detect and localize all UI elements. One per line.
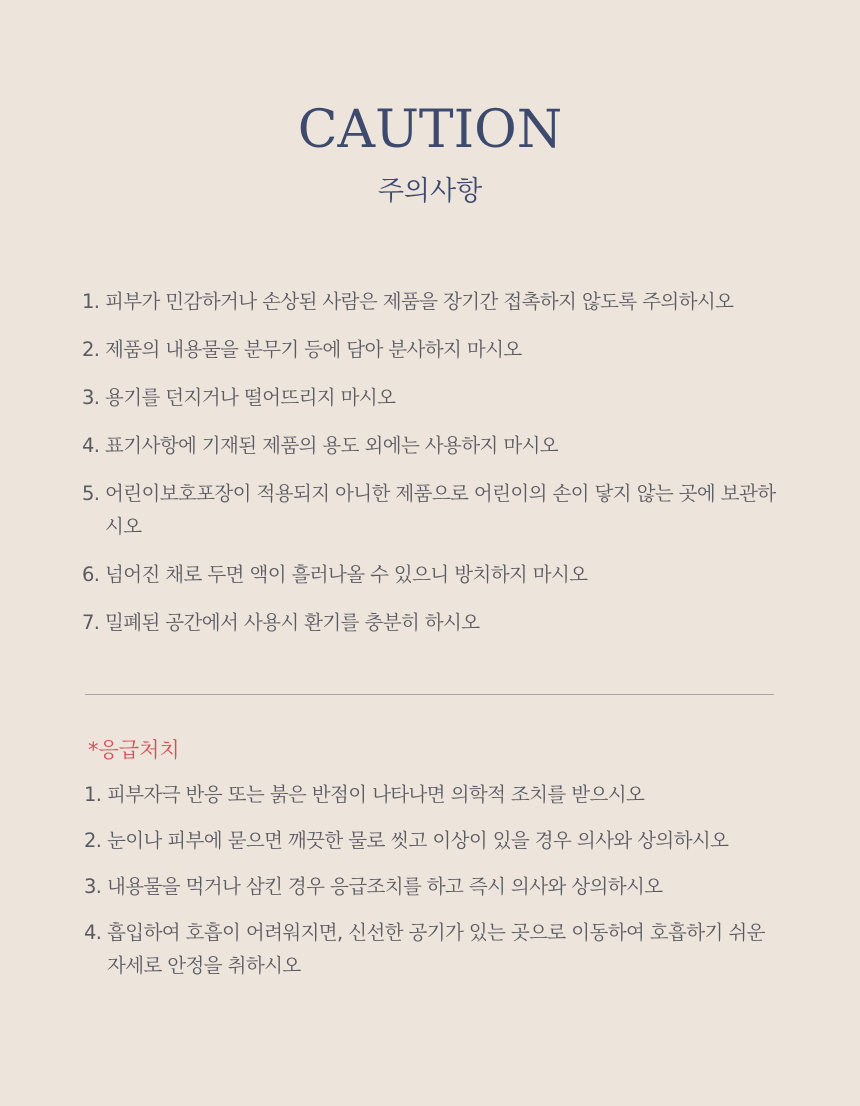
list-item bbox=[82, 381, 782, 414]
list-item bbox=[82, 333, 782, 366]
page-subtitle: 주의사항 bbox=[377, 176, 483, 207]
first-aid-list bbox=[84, 778, 784, 995]
list-item bbox=[82, 477, 782, 543]
item-text: 피부가 민감하거나 손상된 사람은 제품을 장기간 접촉하지 않도록 주의하시오 bbox=[105, 290, 734, 313]
item-text: 넘어진 채로 두면 액이 흘러나올 수 있으니 방치하지 마시오 bbox=[105, 563, 588, 586]
section-divider bbox=[85, 694, 774, 695]
item-text: 눈이나 피부에 묻으면 깨끗한 물로 씻고 이상이 있을 경우 의사와 상의하시오 bbox=[107, 829, 729, 852]
item-number: 3. bbox=[82, 386, 100, 409]
item-number: 5. bbox=[82, 482, 100, 505]
list-item bbox=[84, 778, 784, 811]
item-number: 3. bbox=[84, 875, 102, 898]
page-title: CAUTION bbox=[297, 100, 563, 160]
item-text: 내용물을 먹거나 삼킨 경우 응급조치를 하고 즉시 의사와 상의하시오 bbox=[107, 875, 663, 898]
list-item bbox=[82, 285, 782, 318]
list-item bbox=[84, 916, 784, 982]
list-item bbox=[82, 558, 782, 591]
item-number: 6. bbox=[82, 563, 100, 586]
item-number: 2. bbox=[82, 338, 100, 361]
item-text: 흡입하여 호흡이 어려워지면, 신선한 공기가 있는 곳으로 이동하여 호흡하기 쉬운 자세로 안정을 취하시오 bbox=[107, 921, 765, 977]
list-item bbox=[82, 429, 782, 462]
item-text: 밀폐된 공간에서 사용시 환기를 충분히 하시오 bbox=[105, 611, 480, 634]
item-text: 용기를 던지거나 떨어뜨리지 마시오 bbox=[105, 386, 396, 409]
item-number: 1. bbox=[84, 783, 102, 806]
item-text: 표기사항에 기재된 제품의 용도 외에는 사용하지 마시오 bbox=[105, 434, 559, 457]
item-text: 피부자극 반응 또는 붉은 반점이 나타나면 의학적 조치를 받으시오 bbox=[107, 783, 645, 806]
item-number: 4. bbox=[82, 434, 100, 457]
item-number: 4. bbox=[84, 921, 102, 944]
item-text: 어린이보호포장이 적용되지 아니한 제품으로 어린이의 손이 닿지 않는 곳에 보관하시오 bbox=[105, 482, 776, 538]
list-item bbox=[82, 606, 782, 639]
caution-list bbox=[82, 285, 782, 654]
list-item bbox=[84, 824, 784, 857]
item-text: 제품의 내용물을 분무기 등에 담아 분사하지 마시오 bbox=[105, 338, 522, 361]
item-number: 2. bbox=[84, 829, 102, 852]
list-item bbox=[84, 870, 784, 903]
item-number: 7. bbox=[82, 611, 100, 634]
first-aid-title: *응급처치 bbox=[88, 738, 180, 762]
item-number: 1. bbox=[82, 290, 100, 313]
